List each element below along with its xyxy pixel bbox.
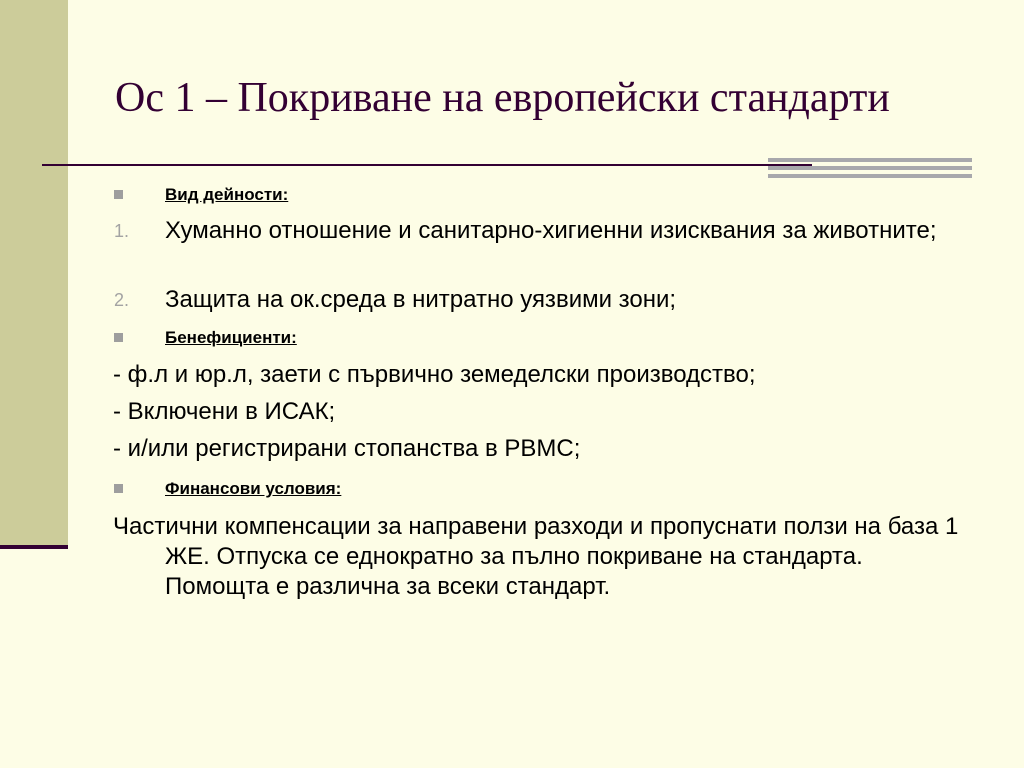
square-bullet-icon bbox=[114, 484, 123, 493]
section-heading-activities: Вид дейности: bbox=[165, 185, 289, 204]
list-number: 1. bbox=[114, 221, 130, 241]
square-bullet-icon bbox=[114, 190, 123, 199]
title-rule bbox=[42, 164, 812, 166]
section-heading-financial: Финансови условия: bbox=[165, 479, 342, 498]
beneficiary-line: - ф.л и юр.л, заети с първично земеделски производство; bbox=[113, 361, 756, 388]
side-band bbox=[0, 0, 68, 548]
list-item: Хуманно отношение и санитарно-хигиенни изисквания за животните; bbox=[165, 217, 937, 244]
financial-text: Частични компенсации за направени разходи и пропуснати ползи на база 1 ЖЕ. Отпуска се еднократно за пълно покриване на стандарта. Помощта е различна за всеки стандарт. bbox=[113, 513, 959, 600]
slide-title: Ос 1 – Покриване на европейски стандарти bbox=[115, 75, 890, 121]
list-number: 2. bbox=[114, 290, 130, 310]
section-heading-beneficiaries: Бенефициенти: bbox=[165, 328, 297, 347]
accent-bar bbox=[768, 174, 972, 178]
side-rule bbox=[0, 545, 68, 549]
list-item: Защита на ок.среда в нитратно уязвими зони; bbox=[165, 286, 677, 313]
beneficiary-line: - Включени в ИСАК; bbox=[113, 398, 336, 425]
square-bullet-icon bbox=[114, 333, 123, 342]
beneficiary-line: - и/или регистрирани стопанства в РВМС; bbox=[113, 435, 581, 462]
accent-bar bbox=[768, 166, 972, 170]
accent-bar bbox=[768, 158, 972, 162]
